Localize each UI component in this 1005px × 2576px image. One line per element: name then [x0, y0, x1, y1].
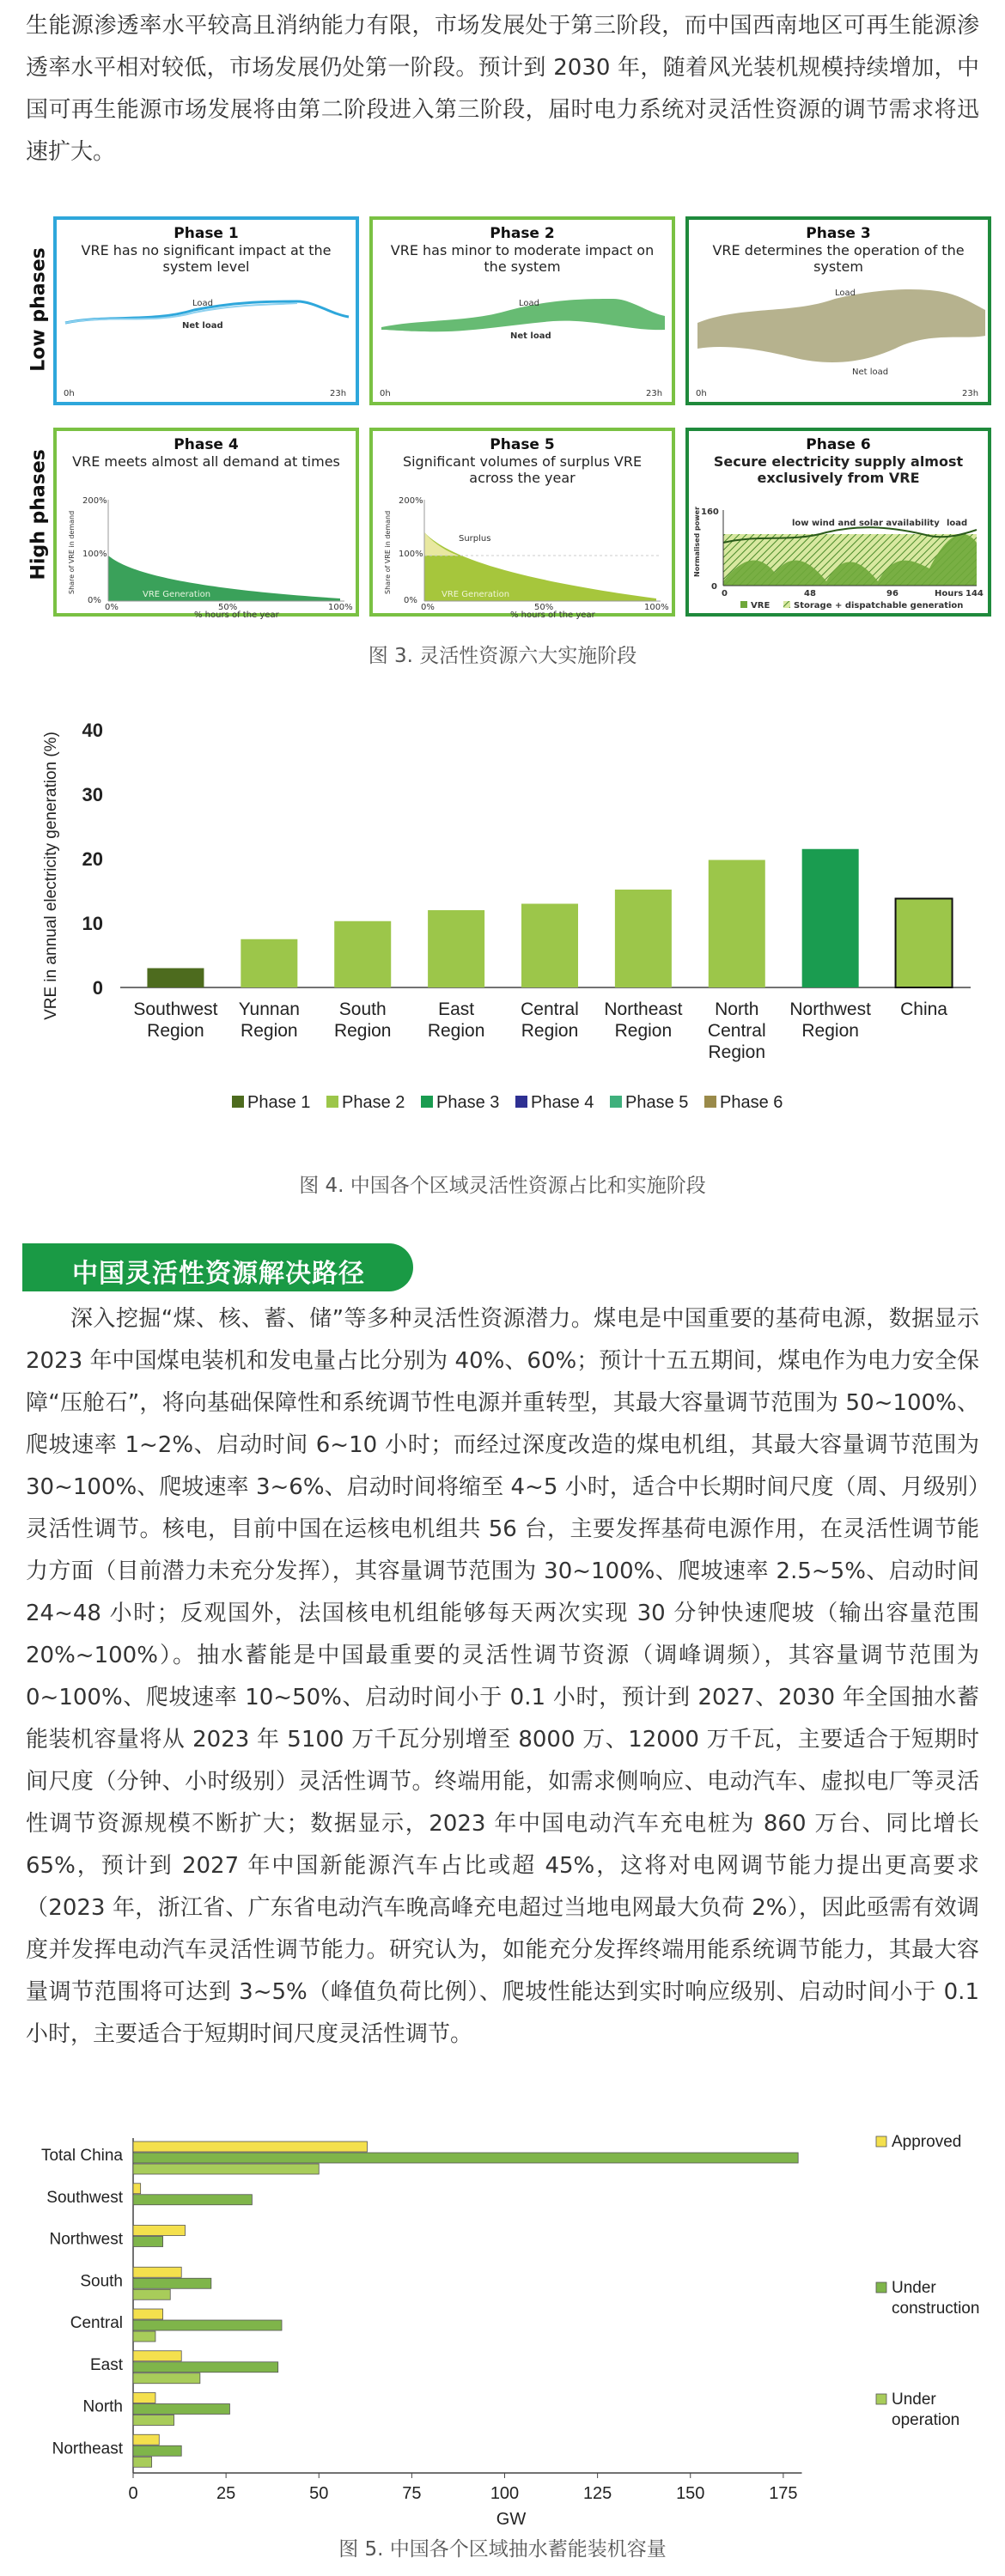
y-tick-label: North — [82, 2397, 123, 2416]
legend-label: construction — [892, 2300, 980, 2318]
x-tick-label: 100 — [490, 2484, 520, 2503]
figure-4-caption: 图 4. 中国各个区域灵活性资源占比和实施阶段 — [299, 1175, 706, 1197]
x-tick-label: Central — [707, 1021, 766, 1041]
figure-5-caption: 图 5. 中国各个区域抽水蓄能装机容量 — [338, 2538, 667, 2561]
bar — [133, 2267, 181, 2277]
phase-6-x96: 96 — [886, 589, 898, 598]
bar — [133, 2373, 200, 2384]
bar — [133, 2331, 155, 2342]
x-tick-label: Northeast — [604, 999, 683, 1019]
legend-swatch — [876, 2282, 886, 2293]
legend-swatch — [232, 1096, 244, 1108]
phase-6-y160: 160 — [701, 507, 719, 517]
phase-5-title: Phase 5 — [490, 436, 555, 453]
phase-5-gen: VRE Generation — [442, 590, 510, 599]
legend-label: Phase 4 — [531, 1093, 594, 1112]
phase-4-title: Phase 4 — [174, 436, 239, 453]
x-tick-label: 125 — [582, 2484, 612, 2503]
phase-4-panel — [53, 428, 359, 620]
x-tick-label: 50 — [309, 2484, 329, 2503]
bar — [133, 2309, 163, 2319]
phase-6-leg2: Storage + dispatchable generation — [794, 601, 964, 611]
phase-3-t1: 23h — [962, 389, 979, 398]
phase-1-net: Net load — [182, 321, 223, 331]
phase-1-title: Phase 1 — [174, 225, 239, 242]
phase-5-xaxis: % hours of the year — [510, 611, 595, 620]
phase-6-x48: 48 — [804, 589, 816, 598]
body-paragraph: 深入挖掘“煤、核、蓄、储”等多种灵活性资源潜力。煤电是中国重要的基荷电源，数据显示 2023 年中国煤电装机和发电量占比分别为 40%、60%；预计十五五期间，煤电作为电力安全保障“压舱石”，将向基础保障性和系统调节性电源并重转型，其最大容量调节范围为 50~100%、爬坡速率 1~2%、启动时间 6~10 小时；而经过深度改造的煤电机组，其最大容量调节范围为 30~100%、爬坡速率 3~6%、启动时间将缩至 4~5 小时，适合中长期时间尺度（周、月级别）灵活性调节。核电，目前中国在运核电机组共 56 台，主要发挥基荷电源作用，在灵活性调节能力方面（目前潜力未充分发挥），其容量调节范围为 30~100%、爬坡速率 2.5~5%、启动时间 24~48 小时；反观国外，法国核电机组能够每天两次实现 30 分钟快速爬坡（输出容量范围 20%~100%）。抽水蓄能是中国最重要的灵活性调节资源（调峰调频），其容量调节范围为 0~100%、爬坡速率 10~50%、启动时间小于 0.1 小时，预计到 2027、2030 年全国抽水蓄能装机容量将从 2023 年 5100 万千瓦分别增至 8000 万、12000 万千瓦，主要适合于短期时间尺度（分钟、小时级别）灵活性调节。终端用能，如需求侧响应、电动汽车、虚拟电厂等灵活性调节资源规模不断扩大；数据显示，2023 年中国电动汽车充电桩为 860 万台、同比增长 65%，预计到 2027 年中国新能源汽车占比或超 45%，这将对电网调节能力提出更高要求（2023 年，浙江省、广东省电动汽车晚高峰充电超过当地电网最大负荷 2%），因此亟需有效调度并发挥电动汽车灵活性调节能力。研究认为，如能充分发挥终端用能系统调节能力，其最大容量调节范围将可达到 3~5%（峰值负荷比例）、爬坡性能达到实时响应级别、启动时间小于 0.1 小时，主要适合于短期时间尺度灵活性调节。 — [26, 1306, 979, 2047]
bar — [133, 2434, 159, 2445]
legend-label: operation — [892, 2411, 960, 2429]
phase-5-x100: 100% — [644, 603, 669, 612]
y-tick-label: East — [89, 2355, 123, 2374]
x-tick-label: Region — [333, 1021, 392, 1041]
x-tick-label: 75 — [402, 2484, 422, 2503]
x-tick-label: Northwest — [789, 999, 871, 1019]
bar — [133, 2351, 181, 2361]
phase-6-legend-storage-swatch — [783, 601, 790, 608]
phase-6-xlabel: Hours — [935, 589, 964, 598]
section-header — [22, 1243, 413, 1291]
phase-5-desc: Significant volumes of surplus VRE across the year — [402, 453, 643, 486]
x-tick-label: Region — [521, 1021, 579, 1041]
x-tick-label: 175 — [769, 2484, 798, 2503]
phase-2-desc: VRE has minor to moderate impact on the system — [390, 242, 655, 275]
phase-4-desc: VRE meets almost all demand at times — [72, 453, 340, 470]
legend-label: Phase 1 — [247, 1093, 311, 1112]
phase-6-x0: 0 — [722, 589, 728, 598]
phase-figure — [17, 213, 988, 620]
phase-5-x50: 50% — [534, 603, 554, 612]
bar — [521, 904, 578, 988]
y-tick-label: Central — [70, 2314, 123, 2332]
bar — [615, 890, 672, 987]
phase-4-y200: 200% — [82, 496, 107, 506]
phase-6-y0: 0 — [711, 582, 717, 592]
phase-2-title: Phase 2 — [490, 225, 555, 242]
y-tick-label: 20 — [82, 848, 103, 870]
figure-5-chart — [17, 2129, 988, 2529]
legend-label: Phase 6 — [720, 1093, 783, 1112]
y-tick-label: Northeast — [52, 2439, 123, 2458]
bar — [133, 2320, 282, 2330]
phase-4-x50: 50% — [218, 603, 238, 612]
bar — [133, 2278, 211, 2288]
legend-label: Under — [892, 2391, 936, 2409]
x-tick-label: East — [438, 999, 475, 1019]
bar — [133, 2184, 141, 2194]
phase-3-t0: 0h — [696, 389, 707, 398]
bar — [133, 2195, 252, 2205]
phase-5-surplus: Surplus — [459, 534, 491, 544]
x-tick-label: Region — [241, 1021, 298, 1041]
bar — [133, 2445, 181, 2456]
phase-4-x0: 0% — [105, 603, 119, 612]
phase-6-panel — [685, 428, 991, 617]
bar — [334, 921, 391, 987]
bar — [133, 2153, 798, 2163]
phase-6-desc: Secure electricity supply almost exclusively from VRE — [713, 453, 964, 486]
section-title: 中国灵活性资源解决路径 — [72, 1259, 365, 1289]
legend-swatch — [610, 1096, 622, 1108]
phase-1-panel — [53, 216, 359, 405]
x-tick-label: Region — [427, 1021, 485, 1041]
x-tick-label: 0 — [128, 2484, 138, 2503]
phase-4-y100: 100% — [82, 550, 107, 559]
phase-2-t0: 0h — [380, 389, 391, 398]
phase-4-y0: 0% — [88, 596, 101, 605]
x-tick-label: China — [900, 999, 947, 1019]
low-phases-label: Low phases — [27, 247, 50, 372]
bar — [133, 2289, 170, 2300]
legend-label: Phase 5 — [625, 1093, 689, 1112]
phase-5-y0: 0% — [404, 596, 417, 605]
phase-6-lowwind: low wind and solar availability — [792, 519, 940, 528]
y-tick-label: South — [80, 2272, 123, 2291]
figure-4-chart — [17, 704, 988, 1151]
y-axis-label: VRE in annual electricity generation (%) — [42, 732, 60, 1020]
phase-2-panel — [369, 216, 675, 405]
x-tick-label: Region — [708, 1042, 766, 1062]
legend-swatch — [704, 1096, 716, 1108]
phase-5-x0: 0% — [421, 603, 435, 612]
x-tick-label: Region — [614, 1021, 673, 1041]
x-axis-label: GW — [496, 2510, 527, 2529]
phase-6-x144: 144 — [965, 589, 984, 598]
phase-3-net: Net load — [852, 368, 889, 377]
legend-swatch — [515, 1096, 527, 1108]
x-tick-label: Yunnan — [238, 999, 300, 1019]
y-tick-label: 40 — [82, 720, 103, 741]
phase-2-load: Load — [519, 299, 539, 308]
bar — [709, 860, 765, 988]
y-tick-label: Southwest — [46, 2188, 123, 2207]
phase-6-title: Phase 6 — [806, 436, 871, 453]
phase-5-y200: 200% — [399, 496, 423, 506]
phase-5-panel — [369, 428, 675, 620]
bar — [802, 849, 859, 987]
phase-1-load: Load — [192, 299, 213, 308]
phase-3-panel — [685, 216, 991, 405]
x-tick-label: 25 — [216, 2484, 236, 2503]
legend-label: Phase 3 — [436, 1093, 500, 1112]
phase-3-title: Phase 3 — [806, 225, 871, 242]
phase-1-desc: VRE has no significant impact at the system level — [81, 242, 332, 275]
bar — [133, 2457, 152, 2467]
legend-label: Phase 2 — [342, 1093, 405, 1112]
phase-4-gen: VRE Generation — [143, 590, 211, 599]
phase-6-leg1: VRE — [751, 601, 770, 611]
high-phases-label: High phases — [27, 449, 50, 580]
intro-paragraph: 生能源渗透率水平较高且消纳能力有限，市场发展处于第三阶段，而中国西南地区可再生能源渗透率水平相对较低，市场发展仍处第一阶段。预计到 2030 年，随着风光装机规模持续增加，中国可再生能源市场发展将由第二阶段进入第三阶段，届时电力系统对灵活性资源的调节需求将迅速扩大。 — [26, 13, 979, 165]
bar — [428, 910, 484, 987]
phase-2-t1: 23h — [646, 389, 663, 398]
phase-1-t0: 0h — [64, 389, 75, 398]
legend-swatch — [876, 2394, 886, 2404]
phase-4-ylabel: Share of VRE in demand — [68, 510, 76, 594]
phase-5-y100: 100% — [399, 550, 423, 559]
phase-2-net: Net load — [510, 331, 551, 341]
x-tick-label: Region — [147, 1021, 204, 1041]
bar — [133, 2142, 367, 2152]
phase-4-xaxis: % hours of the year — [194, 611, 279, 620]
figure-3-caption: 图 3. 灵活性资源六大实施阶段 — [368, 645, 637, 667]
bar — [147, 969, 204, 988]
y-tick-label: 0 — [92, 977, 103, 999]
bar — [241, 939, 297, 987]
legend-swatch — [876, 2136, 886, 2147]
phase-6-legend-vre-swatch — [740, 601, 747, 608]
phase-3-desc: VRE determines the operation of the system — [712, 242, 965, 275]
x-tick-label: Region — [801, 1021, 859, 1041]
bar — [133, 2164, 319, 2174]
phase-5-ylabel: Share of VRE in demand — [384, 510, 392, 594]
legend-swatch — [421, 1096, 433, 1108]
x-tick-label: Central — [521, 999, 579, 1019]
bar — [896, 899, 953, 988]
x-tick-label: 150 — [676, 2484, 705, 2503]
legend-label: Approved — [892, 2133, 962, 2151]
y-tick-label: 30 — [82, 784, 103, 805]
bar — [133, 2415, 174, 2426]
phase-1-t1: 23h — [330, 389, 347, 398]
bar — [133, 2226, 186, 2236]
phase-6-load: load — [947, 519, 968, 528]
bar — [133, 2404, 229, 2415]
x-tick-label: Southwest — [133, 999, 218, 1019]
x-tick-label: South — [338, 999, 387, 1019]
bar — [133, 2237, 163, 2247]
y-tick-label: 10 — [82, 913, 103, 934]
phase-6-ylabel: Normalised power — [693, 506, 701, 577]
legend-swatch — [326, 1096, 338, 1108]
x-tick-label: North — [715, 999, 759, 1019]
y-tick-label: Northwest — [49, 2230, 123, 2249]
y-tick-label: Total China — [40, 2147, 123, 2165]
phase-3-load: Load — [835, 289, 856, 298]
phase-4-x100: 100% — [328, 603, 353, 612]
bar — [133, 2393, 155, 2403]
legend-label: Under — [892, 2279, 936, 2297]
bar — [133, 2362, 278, 2372]
